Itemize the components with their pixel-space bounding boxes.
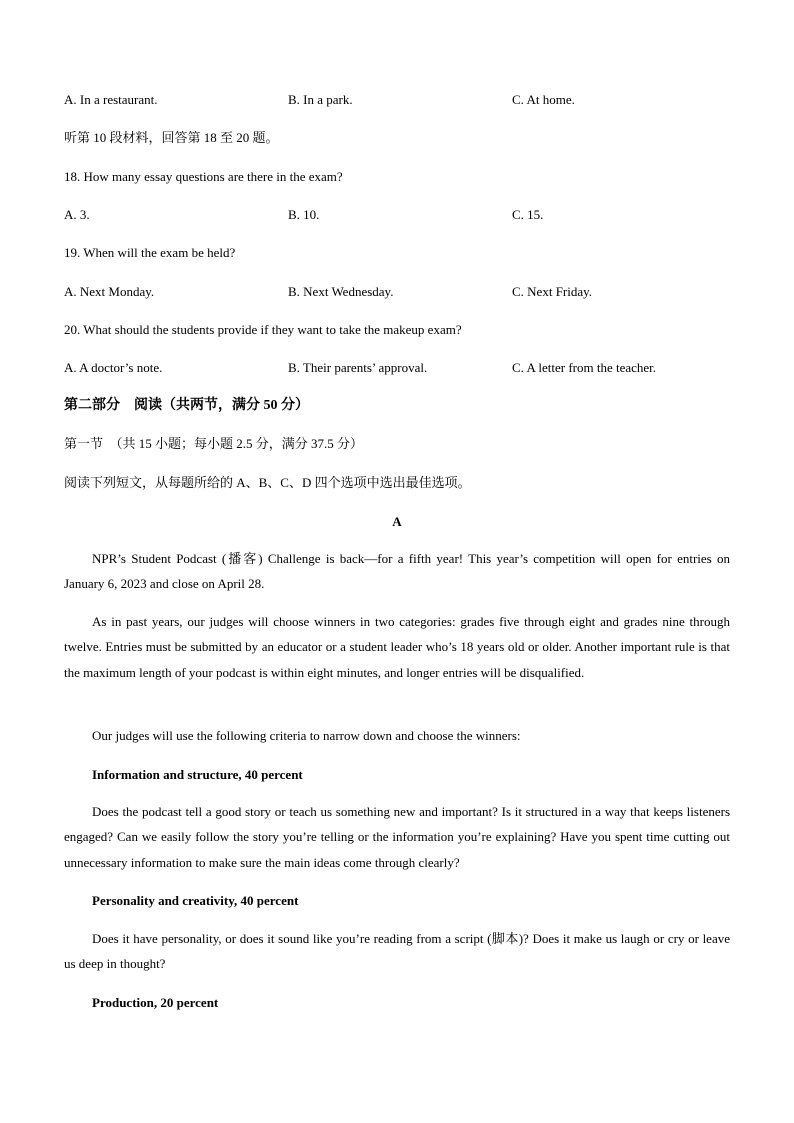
reading-instruction: 阅读下列短文，从每题所给的 A、B、C、D 四个选项中选出最佳选项。 — [64, 475, 471, 490]
q18-option-a: A. 3. — [64, 207, 90, 222]
q19-option-a: A. Next Monday. — [64, 284, 155, 299]
q20-option-c: C. A letter from the teacher. — [512, 360, 657, 375]
q18-option-c: C. 15. — [512, 207, 544, 222]
section-one-heading: 第一节 （共 15 小题；每小题 2.5 分，满分 37.5 分） — [64, 436, 364, 451]
q19-question: 19. When will the exam be held? — [64, 245, 236, 260]
q20-option-a: A. A doctor’s note. — [64, 360, 163, 375]
paragraph-2: As in past years, our judges will choose winners in two categories: grades five through eight and grades nine through twelve. Entries must be submitted by an educator or a student leader who’s 18 years old or older. Another important rule is that the maximum length of your podcast is within eight minutes, and longer entries will be disqualified. — [64, 614, 730, 680]
paragraph-1: NPR’s Student Podcast (播客) Challenge is back—for a fifth year! This year’s competition will open for entries on January 6, 2023 and close on April 28. — [64, 551, 730, 592]
paragraph-5: Does it have personality, or does it sound like you’re reading from a script (脚本)? Does it make us laugh or cry or leave us deep in thought? — [64, 931, 730, 972]
paragraph-4: Does the podcast tell a good story or teach us something new and important? Is it structured in a way that keeps listeners engaged? Can we easily follow the story you’re telling or the information you’re explaining? Have you spent time cutting out unnecessary information to make sure the main ideas come through clearly? — [64, 804, 730, 870]
q19-option-b: B. Next Wednesday. — [288, 284, 394, 299]
part-two-heading: 第二部分 阅读（共两节，满分 50 分） — [64, 398, 309, 413]
q18-option-b: B. 10. — [288, 207, 320, 222]
passage-letter: A — [392, 514, 402, 529]
criterion-heading-1: Information and structure, 40 percent — [92, 767, 303, 782]
listening-instruction: 听第 10 段材料，回答第 18 至 20 题。 — [64, 130, 279, 145]
criterion-heading-3: Production, 20 percent — [92, 995, 219, 1010]
criterion-heading-2: Personality and creativity, 40 percent — [92, 893, 299, 908]
q19-option-c: C. Next Friday. — [512, 284, 593, 299]
q18-question: 18. How many essay questions are there in the exam? — [64, 169, 343, 184]
q20-question: 20. What should the students provide if they want to take the makeup exam? — [64, 322, 462, 337]
q20-option-b: B. Their parents’ approval. — [288, 360, 428, 375]
q17-option-c: C. At home. — [512, 92, 575, 107]
q17-option-b: B. In a park. — [288, 92, 353, 107]
q17-option-a: A. In a restaurant. — [64, 92, 158, 107]
paragraph-3: Our judges will use the following criteria to narrow down and choose the winners: — [92, 728, 521, 743]
